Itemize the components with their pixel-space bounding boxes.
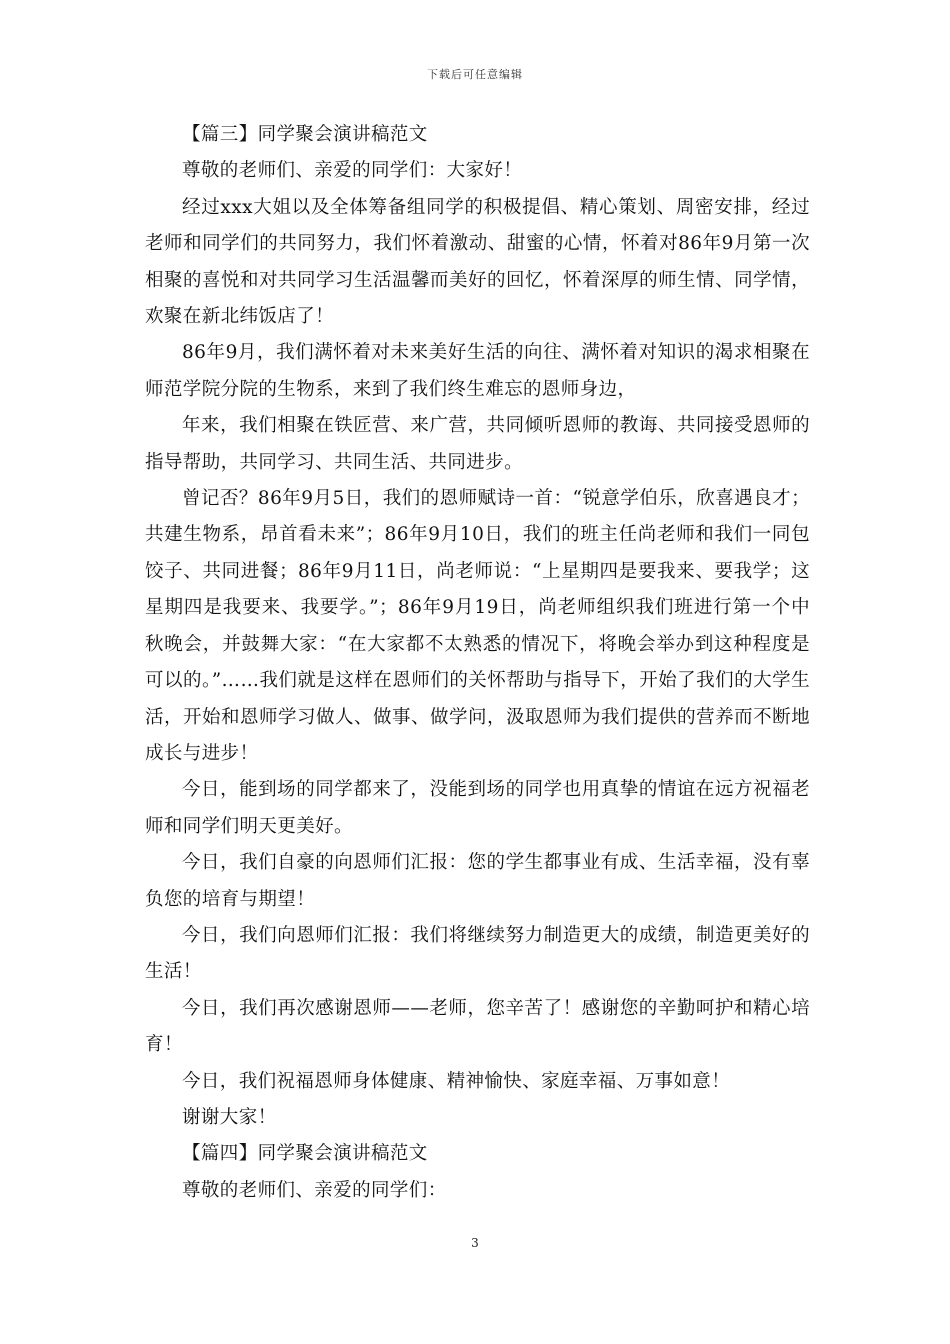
paragraph: 年来，我们相聚在铁匠营、来广营，共同倾听恩师的教诲、共同接受恩师的指导帮助，共同学习、共同生活、共同进步。: [145, 415, 810, 473]
greeting: 尊敬的老师们、亲爱的同学们：大家好！: [182, 160, 523, 182]
closing: 谢谢大家！: [182, 1106, 277, 1128]
paragraph: 曾记否？86年9月5日，我们的恩师赋诗一首：“锐意学伯乐，欣喜遇良才；共建生物系，昂首看未来”；86年9月10日，我们的班主任尚老师和我们一同包饺子、共同进餐；86年9月11日，尚老师说：“上星期四是要我来、要我学；这星期四是我要来、我要学。”；86年9月19日，尚老师组织我们班进行第一个中秋晚会，并鼓舞大家：“在大家都不太熟悉的情况下，将晚会举办到这种程度是可以的。”……我们就是这样在恩师们的关怀帮助与指导下，开始了我们的大学生活，开始和恩师学习做人、做事、做学问，汲取恩师为我们提供的营养而不断地成长与进步！: [145, 488, 810, 764]
body-text: [145, 117, 810, 1209]
page-number: 3: [471, 1236, 479, 1250]
greeting: 尊敬的老师们、亲爱的同学们：: [182, 1179, 447, 1201]
paragraph: 今日，我们祝福恩师身体健康、精神愉快、家庭幸福、万事如意！: [182, 1070, 731, 1092]
section-heading: 【篇三】同学聚会演讲稿范文: [182, 124, 428, 145]
paragraph: 经过xxx大姐以及全体筹备组同学的积极提倡、精心策划、周密安排，经过老师和同学们的共同努力，我们怀着激动、甜蜜的心情，怀着对86年9月第一次相聚的喜悦和对共同学习生活温馨而美好的回忆，怀着深厚的师生情、同学情，欢聚在新北纬饭店了！: [145, 196, 810, 328]
section-heading: 【篇四】同学聚会演讲稿范文: [182, 1143, 428, 1165]
paragraph: 今日，我们再次感谢恩师——老师，您辛苦了！感谢您的辛勤呵护和精心培育！: [145, 997, 810, 1056]
paragraph: 今日，我们向恩师们汇报：我们将继续努力制造更大的成绩，制造更美好的生活！: [145, 924, 810, 983]
paragraph: 今日，我们自豪的向恩师们汇报：您的学生都事业有成、生活幸福，没有辜负您的培育与期望！: [145, 852, 810, 910]
paragraph: 86年9月，我们满怀着对未来美好生活的向往、满怀着对知识的渴求相聚在师范学院分院的生物系，来到了我们终生难忘的恩师身边，: [145, 342, 810, 400]
page-header-note: 下载后可任意编辑: [427, 68, 523, 81]
paragraph: 今日，能到场的同学都来了，没能到场的同学也用真挚的情谊在远方祝福老师和同学们明天更美好。: [145, 779, 810, 837]
